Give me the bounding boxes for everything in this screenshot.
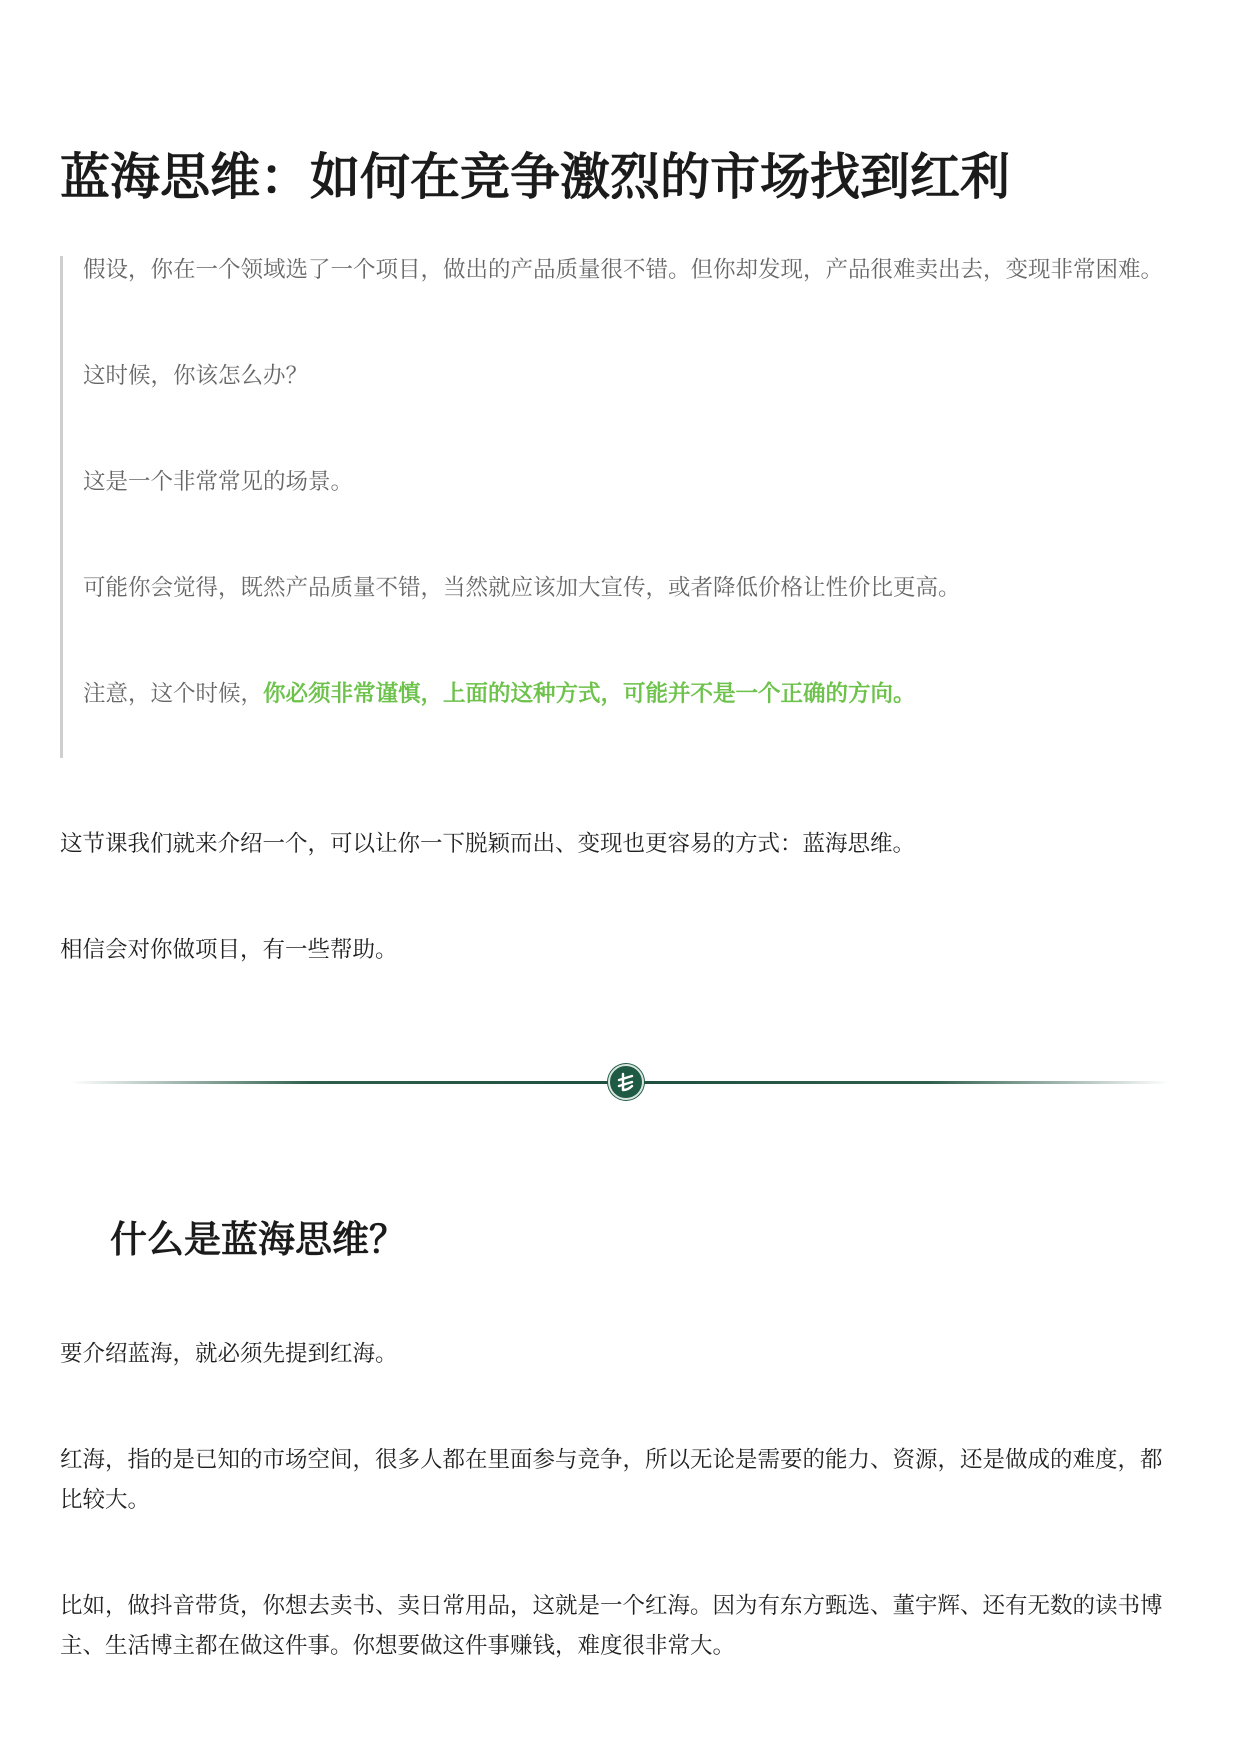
quote-paragraph-2: 这时候，你该怎么办？: [83, 363, 309, 389]
intro-blockquote: [60, 256, 1180, 758]
quote-paragraph-5: [83, 674, 1183, 714]
quote-paragraph-1: 假设，你在一个领域选了一个项目，做出的产品质量很不错。但你却发现，产品很难卖出去，变现非常困难。: [83, 257, 1164, 283]
currency-badge-icon: [608, 1064, 644, 1100]
section-divider: [70, 1062, 1170, 1102]
body-paragraph-2: 红海，指的是已知的市场空间，很多人都在里面参与竞争，所以无论是需要的能力、资源，还是做成的难度，都比较大。: [60, 1447, 1163, 1513]
intro-paragraph-1: 这节课我们就来介绍一个，可以让你一下脱颖而出、变现也更容易的方式：蓝海思维。: [60, 831, 916, 857]
body-paragraph-3: 比如，做抖音带货，你想去卖书、卖日常用品，这就是一个红海。因为有东方甄选、董宇辉、还有无数的读书博主、生活博主都在做这件事。你想要做这件事赚钱，难度很非常大。: [60, 1593, 1163, 1659]
currency-badge-glyph: [610, 1066, 642, 1098]
article-title: 蓝海思维：如何在竞争激烈的市场找到红利: [60, 148, 1010, 206]
quote-highlight: 你必须非常谨慎，上面的这种方式，可能并不是一个正确的方向。: [263, 681, 916, 707]
quote-paragraph-3: 这是一个非常常见的场景。: [83, 469, 354, 495]
section-heading: 什么是蓝海思维？: [110, 1218, 406, 1261]
body-paragraph-1: 要介绍蓝海，就必须先提到红海。: [60, 1341, 398, 1367]
quote-paragraph-4: 可能你会觉得，既然产品质量不错，当然就应该加大宣传，或者降低价格让性价比更高。: [83, 575, 961, 601]
intro-paragraph-2: 相信会对你做项目，有一些帮助。: [60, 937, 398, 963]
quote-paragraph-5-prefix: 注意，这个时候，: [83, 681, 264, 707]
